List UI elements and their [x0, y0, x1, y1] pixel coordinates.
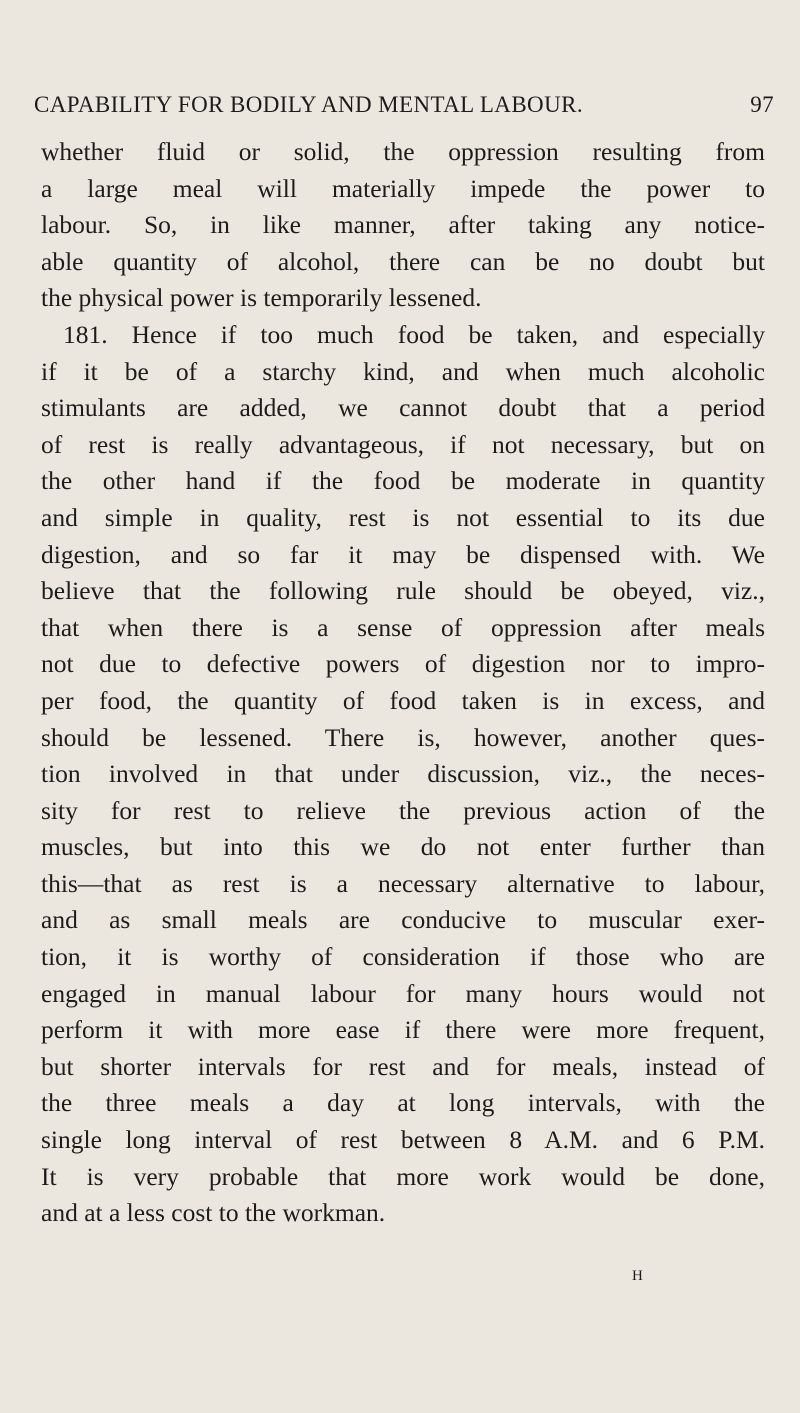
text-line: and at a less cost to the workman. — [41, 1198, 386, 1228]
text-line: the physical power is temporarily lessened. — [41, 283, 482, 313]
text-line: labour. So, in like manner, after taking any notice- — [41, 210, 765, 240]
text-line: of rest is really advantageous, if not necessary, but on — [41, 429, 765, 459]
body-text — [41, 134, 765, 1232]
text-line: this—that as rest is a necessary alternative to labour, — [41, 868, 765, 898]
text-line: single long interval of rest between 8 A.M. and 6 P.M. — [41, 1125, 765, 1155]
text-line: should be lessened. There is, however, another ques- — [41, 722, 765, 752]
paragraph-181-start: 181. Hence if too much food be taken, and especially — [63, 319, 765, 349]
text-line: a large meal will materially impede the power to — [41, 173, 765, 203]
text-line: and as small meals are conducive to muscular exer- — [41, 905, 765, 935]
signature-mark: H — [632, 1268, 644, 1284]
text-line: perform it with more ease if there were more frequent, — [41, 1015, 765, 1045]
text-line: but shorter intervals for rest and for meals, instead of — [41, 1051, 765, 1081]
text-line: whether fluid or solid, the oppression resulting from — [41, 137, 765, 166]
text-line: It is very probable that more work would be done, — [41, 1161, 765, 1191]
text-line: per food, the quantity of food taken is in excess, and — [41, 685, 765, 715]
text-line: believe that the following rule should be obeyed, viz., — [41, 576, 765, 606]
text-line: tion, it is worthy of consideration if those who are — [41, 942, 765, 972]
running-title: CAPABILITY FOR BODILY AND MENTAL LABOUR. — [34, 92, 583, 117]
text-line: if it be of a starchy kind, and when much alcoholic — [41, 356, 765, 386]
text-line: and simple in quality, rest is not essential to its due — [41, 502, 765, 532]
text-line: tion involved in that under discussion, viz., the neces- — [41, 759, 765, 789]
text-line: stimulants are added, we cannot doubt that a period — [41, 393, 765, 423]
text-line: sity for rest to relieve the previous action of the — [41, 795, 765, 825]
page-header — [34, 92, 774, 124]
page-number: 97 — [750, 92, 774, 117]
text-line: the three meals a day at long intervals, with the — [41, 1088, 765, 1118]
text-line: digestion, and so far it may be dispensed with. We — [41, 539, 765, 569]
text-line: not due to defective powers of digestion nor to impro- — [41, 649, 765, 679]
text-line: muscles, but into this we do not enter further than — [41, 832, 765, 862]
text-line: engaged in manual labour for many hours would not — [41, 978, 765, 1008]
text-line: that when there is a sense of oppression after meals — [41, 612, 765, 642]
text-line: able quantity of alcohol, there can be no doubt but — [41, 246, 765, 276]
text-line: the other hand if the food be moderate in quantity — [41, 466, 765, 496]
